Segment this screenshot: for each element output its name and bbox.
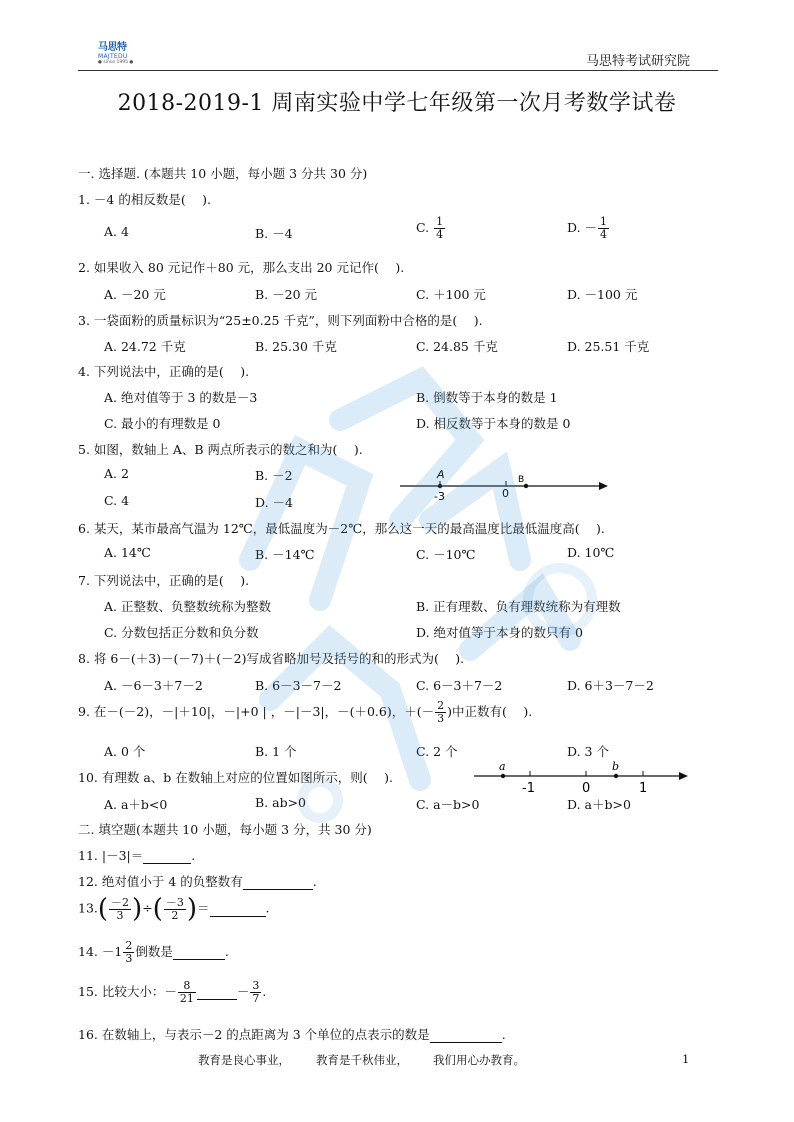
- q9-fraction: [435, 700, 446, 725]
- q10-point-b-label: b: [612, 760, 620, 773]
- page-title: 2018-2019-1 周南实验中学七年级第一次月考数学试卷: [117, 91, 677, 116]
- q13-right-paren-1: ): [132, 894, 143, 924]
- q14-answer-blank[interactable]: [173, 944, 225, 960]
- q10-stem: 10. 有理数 a、b 在数轴上对应的位置如图所示，则( ).: [78, 770, 393, 785]
- q10-point-a-label: a: [499, 760, 506, 773]
- q15-mid: －: [236, 984, 250, 999]
- q13-left-paren-2: (: [152, 894, 163, 924]
- q8-option-a: A. －6－3＋7－2: [104, 678, 203, 693]
- q5-stem: 5. 如图，数轴上 A、B 两点所表示的数之和为( ).: [78, 442, 363, 457]
- q14-post: 倒数是: [135, 944, 173, 959]
- q1-option-b: B. －4: [255, 226, 293, 241]
- q1-stem: 1. －4 的相反数是( ).: [78, 192, 212, 207]
- q4-option-c: C. 最小的有理数是 0: [104, 416, 221, 431]
- q14: [78, 940, 229, 965]
- frac-denominator: 21: [179, 992, 194, 1005]
- q13-equals: ＝: [197, 900, 210, 916]
- q7-option-d: D. 绝对值等于本身的数只有 0: [416, 625, 583, 640]
- q5-tick-0-label: 0: [502, 487, 509, 500]
- footer-slogan-1: 教育是良心事业，: [198, 1053, 290, 1067]
- footer-slogan-2: 教育是千秋伟业，: [316, 1053, 408, 1067]
- section-two-heading: 二. 填空题(本题共 10 小题，每小题 3 分，共 30 分): [78, 822, 372, 837]
- q13-answer-blank[interactable]: [210, 901, 266, 917]
- logo-cn-text: 马思特: [98, 42, 127, 53]
- q12-stem: 12. 绝对值小于 4 的负整数有: [78, 874, 243, 889]
- q10-option-a: A. a＋b<0: [104, 797, 168, 812]
- q10-option-b: B. ab>0: [255, 795, 307, 810]
- q9-stem: [78, 700, 532, 725]
- q16-answer-blank[interactable]: [430, 1027, 502, 1043]
- q9-option-c: C. 2 个: [416, 744, 458, 759]
- q5-tick-a-label: -3: [434, 490, 445, 503]
- q5-point-b-dot: [524, 484, 528, 488]
- q15-pre: 15. 比较大小：－: [78, 984, 177, 999]
- q11-end: .: [191, 848, 196, 863]
- q1-option-c-label: C.: [416, 220, 430, 235]
- q8-stem: 8. 将 6－(＋3)－(－7)＋(－2)写成省略加号及括号的和的形式为( ).: [78, 651, 465, 666]
- q6-stem: 6. 某天，某市最高气温为 12℃，最低温度为－2℃，那么这一天的最高温度比最低温度高( ).: [78, 521, 605, 536]
- q7-option-a: A. 正整数、负整数统称为整数: [104, 599, 271, 614]
- page-number: 1: [682, 1052, 690, 1066]
- frac-numerator: 3: [252, 979, 260, 992]
- q4-stem: 4. 下列说法中，正确的是( ).: [78, 364, 250, 379]
- q2-option-b: B. －20 元: [255, 287, 318, 302]
- q1-option-c: [416, 216, 446, 241]
- q2-option-d: D. －100 元: [567, 287, 638, 302]
- q3-stem: 3. 一袋面粉的质量标识为“25±0.25 千克”，则下列面粉中合格的是( ).: [78, 313, 483, 328]
- footer-slogan-3: 我们用心办教育。: [433, 1053, 525, 1067]
- q5-axis-arrow: [599, 482, 608, 490]
- frac-numerator: 1: [600, 215, 608, 228]
- logo-since-text: ● since 1995 ●: [98, 60, 134, 65]
- q5-option-d: D. －4: [255, 495, 293, 510]
- q10-option-c: C. a－b>0: [416, 797, 480, 812]
- q14-fraction: [123, 940, 134, 965]
- q1-option-a: A. 4: [104, 224, 129, 239]
- q12: [78, 872, 317, 890]
- q13-number: 13.: [78, 900, 98, 916]
- q10-tick-0-label: 0: [582, 781, 591, 796]
- q5-point-b-label: B: [518, 475, 525, 485]
- q2-option-a: A. －20 元: [104, 287, 166, 302]
- q9-stem-pre: 9. 在－(－2)，－|＋10|，－|+0 | ，－|－3|，－(＋0.6)，＋(－: [78, 704, 435, 719]
- q6-option-d: D. 10℃: [567, 545, 615, 560]
- q3-option-b: B. 25.30 千克: [255, 339, 337, 354]
- q5-point-a-dot: [438, 484, 442, 488]
- q5-option-b: B. －2: [255, 468, 293, 483]
- q10-number-line: [470, 758, 692, 798]
- q8-option-c: C. 6－3＋7－2: [416, 678, 503, 693]
- q6-option-b: B. －14℃: [255, 547, 315, 562]
- q6-option-a: A. 14℃: [104, 545, 151, 560]
- frac-denominator: 4: [600, 228, 608, 241]
- q10-point-b-dot: [614, 774, 618, 778]
- q4-option-b: B. 倒数等于本身的数是 1: [416, 390, 558, 405]
- q1-option-d-fraction: [598, 216, 609, 241]
- q5-point-a-label: A: [437, 468, 445, 481]
- q5-number-line: [396, 466, 610, 506]
- q16-end: .: [501, 1027, 506, 1042]
- frac-numerator: 8: [178, 980, 196, 993]
- q2-stem: 2. 如果收入 80 元记作＋80 元，那么支出 20 元记作( ).: [78, 260, 405, 275]
- q4-option-d: D. 相反数等于本身的数是 0: [416, 416, 571, 431]
- q11-answer-blank[interactable]: [143, 848, 191, 864]
- frac-numerator: －2: [111, 895, 130, 909]
- logo-en-text: MAJTEDU: [98, 53, 128, 60]
- q1-option-d-label: D. －: [567, 220, 598, 235]
- q13: [78, 896, 270, 922]
- q9-option-d: D. 3 个: [567, 744, 609, 759]
- q14-end: .: [224, 944, 229, 959]
- q9-stem-post: )中正数有( ).: [447, 704, 533, 719]
- q11: [78, 846, 195, 864]
- q10-axis-arrow: [679, 772, 688, 780]
- q7-stem: 7. 下列说法中，正确的是( ).: [78, 573, 250, 588]
- frac-denominator: 7: [252, 992, 260, 1005]
- section-one-heading: 一. 选择题. (本题共 10 小题，每小题 3 分共 30 分): [78, 166, 368, 181]
- q1-option-d: [567, 216, 610, 241]
- q15: [78, 980, 266, 1005]
- q10-point-a-dot: [501, 774, 505, 778]
- q6-option-c: C. －10℃: [416, 547, 476, 562]
- q10-option-d: D. a＋b>0: [567, 797, 631, 812]
- frac-denominator: 3: [125, 952, 133, 965]
- q11-stem: 11. |－3|＝: [78, 848, 144, 863]
- q16-stem: 16. 在数轴上，与表示－2 的点距离为 3 个单位的点表示的数是: [78, 1027, 430, 1042]
- q8-option-b: B. 6－3－7－2: [255, 678, 342, 693]
- q5-option-a: A. 2: [104, 466, 129, 481]
- q13-operator: ÷: [142, 900, 153, 916]
- q12-end: .: [312, 874, 317, 889]
- q15-fraction-2: [250, 980, 261, 1005]
- frac-numerator: 2: [437, 699, 445, 712]
- q2-option-c: C. ＋100 元: [416, 287, 486, 302]
- institute-name: 马思特考试研究院: [585, 54, 690, 69]
- frac-numerator: －3: [165, 895, 184, 909]
- q16: [78, 1025, 506, 1043]
- q15-fraction-1: [178, 980, 196, 1005]
- q13-fraction-2: [164, 897, 186, 922]
- q13-fraction-1: [109, 897, 131, 922]
- q3-option-c: C. 24.85 千克: [416, 339, 498, 354]
- frac-denominator: 4: [436, 228, 444, 241]
- q4-option-a: A. 绝对值等于 3 的数是－3: [104, 390, 258, 405]
- q9-option-b: B. 1 个: [255, 744, 297, 759]
- brand-logo: [98, 38, 142, 64]
- q7-option-b: B. 正有理数、负有理数统称为有理数: [416, 599, 621, 614]
- frac-denominator: 3: [116, 908, 124, 922]
- frac-numerator: 1: [436, 215, 444, 228]
- q7-option-c: C. 分数包括正分数和负分数: [104, 625, 259, 640]
- q1-option-c-fraction: [434, 216, 445, 241]
- q10-tick-m1-label: -1: [522, 781, 535, 796]
- q15-answer-blank[interactable]: [197, 984, 237, 1000]
- q13-end: .: [265, 900, 270, 916]
- q13-left-paren-1: (: [97, 894, 109, 924]
- q10-tick-1-label: 1: [639, 781, 648, 796]
- q3-option-d: D. 25.51 千克: [567, 339, 650, 354]
- q13-right-paren-2: ): [186, 894, 197, 924]
- q8-option-d: D. 6＋3－7－2: [567, 678, 654, 693]
- header-divider: [78, 70, 718, 71]
- frac-numerator: 2: [125, 939, 133, 952]
- q15-end: .: [262, 984, 267, 999]
- q5-option-c: C. 4: [104, 493, 130, 508]
- q12-answer-blank[interactable]: [243, 874, 313, 890]
- frac-denominator: 2: [171, 908, 179, 922]
- watermark-ring: [302, 782, 338, 818]
- q3-option-a: A. 24.72 千克: [104, 339, 186, 354]
- q14-pre: 14. －1: [78, 944, 123, 959]
- q9-option-a: A. 0 个: [104, 744, 146, 759]
- frac-denominator: 3: [437, 712, 445, 725]
